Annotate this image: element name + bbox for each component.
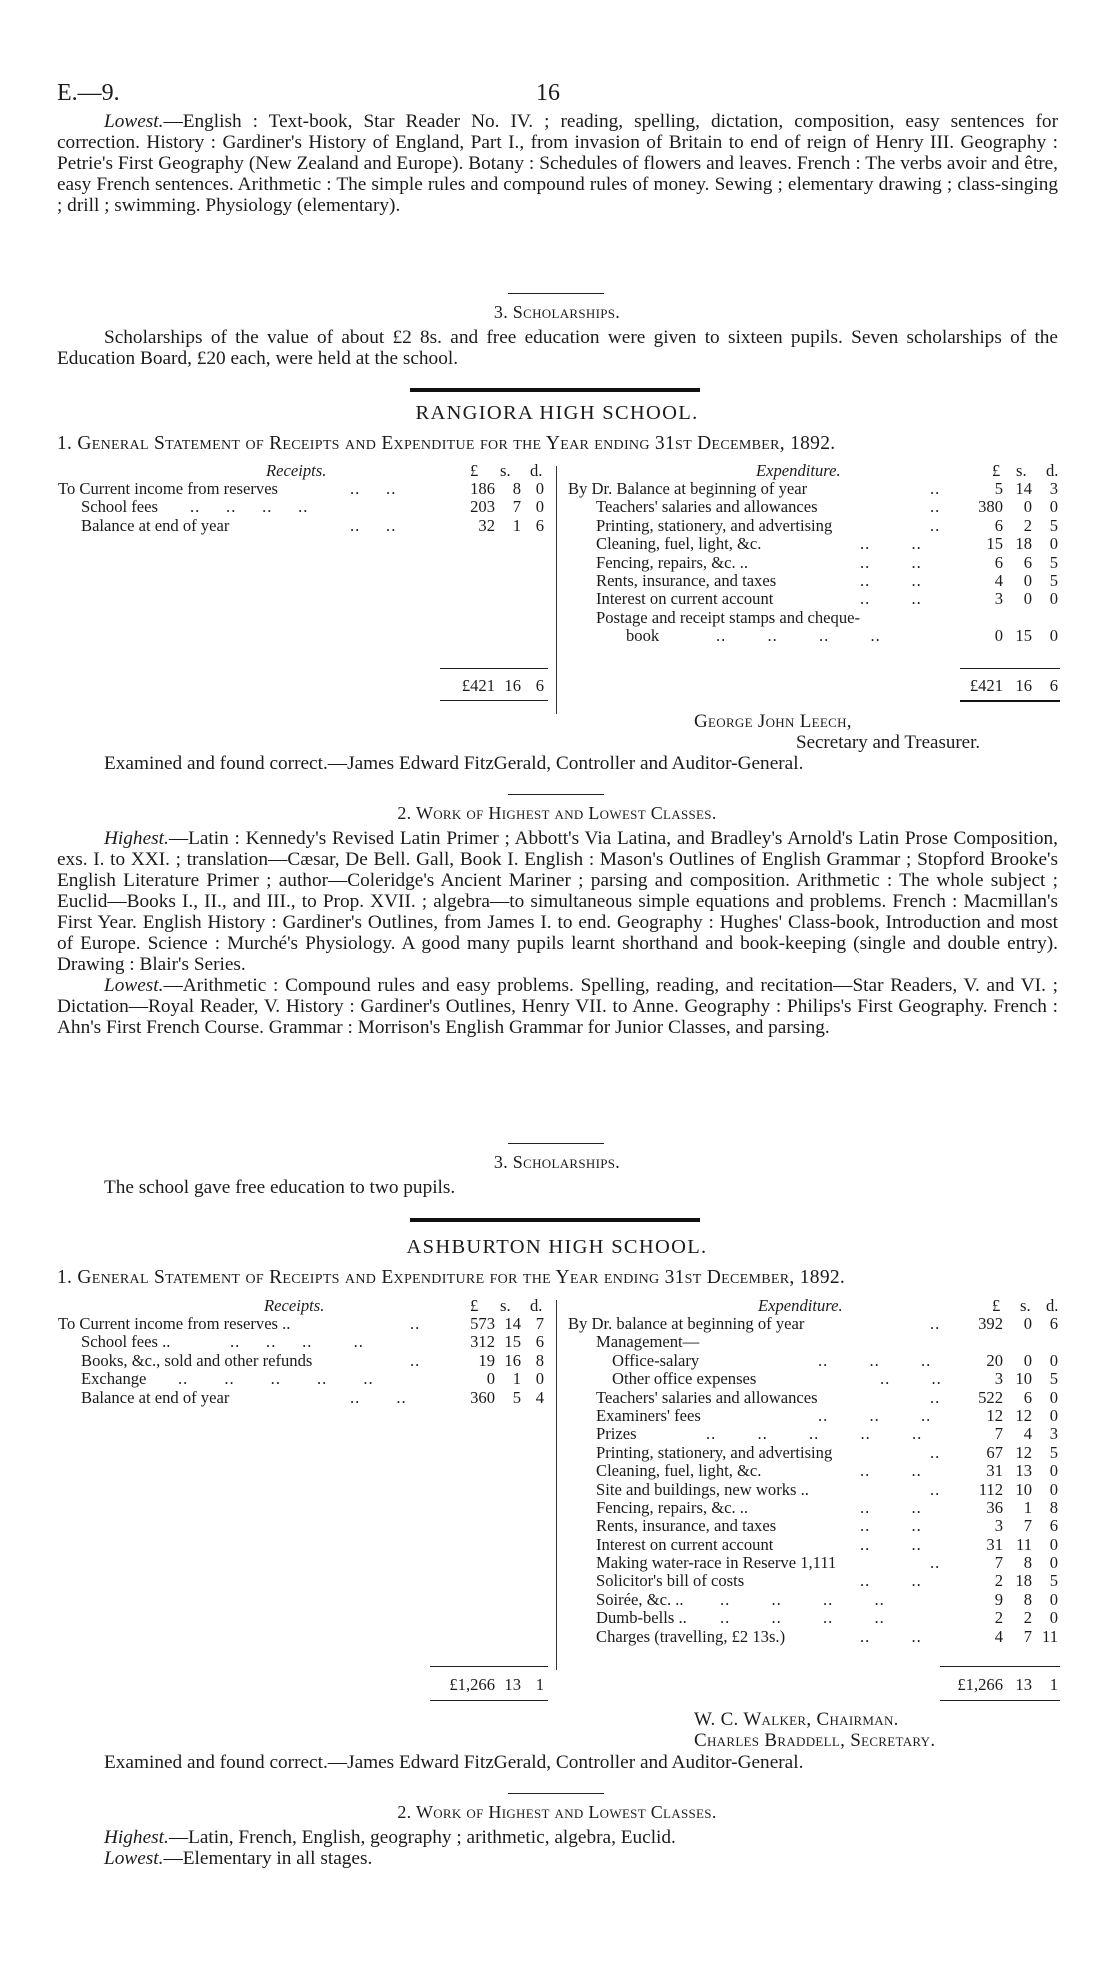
expenditure-pence: 0 [1049, 1387, 1058, 1407]
expenditure-label: Postage and receipt stamps and cheque- [596, 607, 861, 627]
expenditure-pence: 3 [1049, 1424, 1058, 1444]
receipt-label: To Current income from reserves .. [58, 1314, 291, 1333]
expenditure-pounds: 522 [978, 1387, 1003, 1407]
expenditure-pence: 6 [1049, 1516, 1058, 1536]
receipt-shillings: 1 [512, 515, 521, 535]
scholarships-paragraph [57, 327, 1058, 369]
rangiora-receipts-heading: Receipts. [266, 461, 327, 480]
lowest-label: Lowest. [104, 111, 164, 132]
expenditure-pounds: 2 [994, 1608, 1003, 1628]
expenditure-pence: 0 [1049, 1479, 1058, 1499]
receipt-row: Books, &c., sold and other refunds .. 19 16 8 [81, 1350, 544, 1370]
expenditure-pence: 0 [1049, 1589, 1058, 1609]
expenditure-pence: 0 [1049, 497, 1058, 517]
short-divider [508, 794, 604, 795]
expenditure-label: Site and buildings, new works .. [596, 1479, 809, 1499]
rangiora-exp-total-underline [960, 700, 1060, 702]
expenditure-pounds: 0 [994, 626, 1003, 646]
expenditure-pence: 0 [1049, 1461, 1058, 1481]
expenditure-pounds: 6 [994, 515, 1003, 535]
expenditure-label: Rents, insurance, and taxes [596, 570, 777, 590]
receipt-pounds: 203 [470, 497, 495, 517]
expenditure-pence: 5 [1049, 1369, 1058, 1389]
expenditure-row: book .. .. .. .. 0 15 0 [626, 626, 1058, 646]
rangiora-receipts-col-pounds: £ [470, 461, 479, 480]
expenditure-row: Rents, insurance, and taxes .. .. 3 7 6 [596, 1516, 1058, 1536]
expenditure-pence: 8 [1049, 1497, 1058, 1517]
ashburton-expenditure-list [0, 1315, 1114, 1646]
rangiora-exp-col-shillings: s. [1016, 461, 1027, 480]
total-pence: 6 [535, 676, 544, 695]
expenditure-row: Making water-race in Reserve 1,111 .. 7 8 0 [596, 1553, 1058, 1573]
ashburton-exp-col-pence: d. [1046, 1296, 1059, 1315]
expenditure-pounds: 392 [978, 1314, 1003, 1333]
expenditure-row: Charges (travelling, £2 13s.) .. .. 4 7 11 [596, 1626, 1058, 1646]
expenditure-pounds: 380 [978, 497, 1003, 517]
rangiora-signature-title: Secretary and Treasurer. [796, 732, 981, 753]
ashburton-receipts-total-underline [430, 1700, 548, 1701]
receipt-pounds: 32 [478, 515, 495, 535]
expenditure-shillings: 7 [1023, 1626, 1032, 1646]
receipt-row: To Current income from reserves .. .. 573 14 7 [58, 1314, 544, 1333]
ashburton-examined: Examined and found correct.—James Edward FitzGerald, Controller and Auditor-General. [104, 1752, 804, 1773]
expenditure-shillings: 0 [1023, 1314, 1032, 1333]
receipt-pounds: 0 [486, 1369, 495, 1389]
ashburton-work-paragraphs [57, 1827, 1058, 1869]
expenditure-label: Fencing, repairs, &c. .. [596, 552, 749, 572]
total-pence: 6 [1049, 676, 1058, 695]
expenditure-pence: 0 [1049, 626, 1058, 646]
expenditure-pence: 5 [1049, 1571, 1058, 1591]
ashburton-statement-heading: 1. General Statement of Receipts and Expenditure for the Year ending 31st December, 1892. [57, 1267, 846, 1288]
receipt-pence: 7 [535, 1314, 544, 1333]
receipt-label: Balance at end of year [81, 1387, 230, 1407]
section-divider [410, 388, 700, 392]
expenditure-row: Printing, stationery, and advertising .. 67 12 5 [596, 1442, 1058, 1462]
expenditure-label: Interest on current account [596, 589, 774, 609]
receipt-pounds: 312 [470, 1332, 495, 1352]
expenditure-label: Other office expenses [612, 1369, 757, 1389]
expenditure-row: By Dr. balance at beginning of year .. 392 0 6 [568, 1314, 1058, 1333]
expenditure-pounds: 4 [994, 570, 1003, 590]
expenditure-pence: 11 [1042, 1626, 1058, 1646]
expenditure-pence: 5 [1049, 570, 1058, 590]
ashburton-receipts-col-pence: d. [530, 1296, 543, 1315]
expenditure-pence: 5 [1049, 515, 1058, 535]
rangiora-receipts-total-rule [440, 668, 548, 669]
total-pounds: £421 [969, 676, 1003, 695]
expenditure-pounds: 7 [994, 1553, 1003, 1573]
short-divider [508, 293, 604, 294]
rangiora-receipts-total-underline [440, 700, 548, 701]
ashburton-signature-chairman: W. C. Walker, Chairman. [694, 1709, 899, 1730]
receipt-row: Balance at end of year .. .. 32 1 6 [81, 515, 544, 535]
expenditure-label: Prizes [596, 1424, 637, 1444]
expenditure-pence: 0 [1049, 1534, 1058, 1554]
total-pence: 1 [1049, 1675, 1058, 1694]
expenditure-shillings: 6 [1023, 1387, 1032, 1407]
page-number: 16 [536, 80, 560, 106]
highest-text: —Latin, French, English, geography ; arithmetic, algebra, Euclid. [168, 1827, 676, 1848]
total-pounds: £421 [461, 676, 495, 695]
expenditure-row: Fencing, repairs, &c. .. .. .. 6 6 5 [596, 552, 1058, 572]
expenditure-pence: 0 [1049, 589, 1058, 609]
expenditure-shillings: 6 [1023, 552, 1032, 572]
rangiora-scholarships-heading: 3. Scholarships. [493, 1152, 621, 1172]
lowest-text: —Arithmetic : Compound rules and easy problems. Spelling, reading, and recitation—Star Readers, V. and VI. ; Dictation—Royal Reader, V. History : Gardiner's Outlines, Henry VII. to Anne. Geography : Philips's First Geography. French : Ahn's First French Course. Grammar : Morrison's English Grammar for Junior Classes, and parsing. [57, 975, 1058, 1038]
ashburton-receipts-total-rule [430, 1666, 548, 1667]
receipt-row: To Current income from reserves .. .. 186 8 0 [58, 479, 544, 498]
expenditure-row: Teachers' salaries and allowances .. 380 0 0 [596, 497, 1058, 517]
expenditure-label: Management— [596, 1332, 700, 1352]
expenditure-pence: 5 [1049, 552, 1058, 572]
receipt-pounds: 360 [470, 1387, 495, 1407]
short-divider [508, 1143, 604, 1144]
expenditure-pounds: 6 [994, 552, 1003, 572]
expenditure-shillings: 12 [1015, 1442, 1032, 1462]
expenditure-row: Solicitor's bill of costs .. .. 2 18 5 [596, 1571, 1058, 1591]
scholarships-text: The school gave free education to two pupils. [104, 1177, 456, 1198]
expenditure-label: book [626, 626, 660, 646]
expenditure-pence: 5 [1049, 1442, 1058, 1462]
ashburton-receipts-col-pounds: £ [470, 1296, 479, 1315]
rangiora-examined: Examined and found correct.—James Edward FitzGerald, Controller and Auditor-General. [104, 753, 804, 774]
expenditure-label: By Dr. balance at beginning of year [568, 1314, 805, 1333]
receipt-pence: 8 [535, 1350, 544, 1370]
ashburton-exp-total-rule [940, 1666, 1060, 1667]
expenditure-pounds: 2 [994, 1571, 1003, 1591]
expenditure-label: Interest on current account [596, 1534, 774, 1554]
highest-label: Highest. [104, 1827, 169, 1848]
expenditure-pounds: 112 [978, 1479, 1003, 1499]
receipt-pounds: 186 [470, 479, 495, 498]
expenditure-pence: 6 [1049, 1314, 1058, 1333]
receipt-shillings: 15 [504, 1332, 521, 1352]
ashburton-expenditure-heading: Expenditure. [758, 1296, 843, 1315]
expenditure-shillings: 7 [1023, 1516, 1032, 1536]
expenditure-row: Dumb-bells .. .. .. .. .. 2 2 0 [596, 1608, 1058, 1628]
receipt-row: School fees .. .. .. .. .. 312 15 6 [81, 1332, 544, 1352]
expenditure-pence: 0 [1049, 1553, 1058, 1573]
expenditure-row: Fencing, repairs, &c. .. .. .. 36 1 8 [596, 1497, 1058, 1517]
total-pounds: £1,266 [449, 1675, 495, 1694]
expenditure-row: Site and buildings, new works .. .. 112 10 0 [596, 1479, 1058, 1499]
receipt-pounds: 19 [478, 1350, 495, 1370]
expenditure-label: Soirée, &c. .. [596, 1589, 684, 1609]
expenditure-row: Prizes .. .. .. .. .. 7 4 3 [596, 1424, 1058, 1444]
expenditure-pence: 3 [1049, 479, 1058, 498]
document-reference: E.—9. [57, 80, 120, 106]
expenditure-row: Office-salary .. .. .. 20 0 0 [612, 1350, 1058, 1370]
receipt-shillings: 16 [504, 1350, 521, 1370]
ashburton-expenditure-total [0, 1676, 1114, 1695]
expenditure-label: Office-salary [612, 1350, 700, 1370]
scholarships-heading: 3. Scholarships. [493, 302, 621, 322]
total-pounds: £1,266 [957, 1675, 1003, 1694]
rangiora-signature-name: George John Leech, [694, 711, 852, 732]
expenditure-row: Rents, insurance, and taxes .. .. 4 0 5 [596, 570, 1058, 590]
receipt-row: School fees .. .. .. .. 203 7 0 [81, 497, 544, 517]
scholarships-text: Scholarships of the value of about £2 8s. and free education were given to sixteen pupils. Seven scholarships of the Education Board, £20 each, were held at the school. [57, 327, 1058, 369]
receipt-pence: 4 [535, 1387, 544, 1407]
receipt-shillings: 5 [512, 1387, 521, 1407]
receipt-shillings: 7 [512, 497, 521, 517]
ashburton-exp-total-underline [940, 1700, 1060, 1701]
rangiora-expenditure-heading: Expenditure. [756, 461, 841, 480]
receipt-label: School fees [81, 497, 158, 517]
expenditure-shillings: 11 [1016, 1534, 1032, 1554]
expenditure-shillings: 12 [1015, 1405, 1032, 1425]
total-shillings: 13 [504, 1675, 521, 1694]
rangiora-expenditure-list [0, 480, 1114, 646]
receipt-shillings: 14 [504, 1314, 521, 1333]
expenditure-pounds: 5 [994, 479, 1003, 498]
receipt-pence: 6 [535, 1332, 544, 1352]
expenditure-row: Examiners' fees .. .. .. 12 12 0 [596, 1405, 1058, 1425]
expenditure-shillings: 4 [1023, 1424, 1032, 1444]
expenditure-row: Teachers' salaries and allowances .. 522 6 0 [596, 1387, 1058, 1407]
receipt-row: Exchange .. .. .. .. .. 0 1 0 [81, 1369, 544, 1389]
lowest-label: Lowest. [104, 1848, 164, 1869]
expenditure-label: Fencing, repairs, &c. .. [596, 1497, 749, 1517]
receipt-pence: 0 [535, 497, 544, 517]
expenditure-shillings: 2 [1023, 515, 1032, 535]
expenditure-pounds: 9 [994, 1589, 1003, 1609]
receipt-pence: 6 [535, 515, 544, 535]
expenditure-label: Cleaning, fuel, light, &c. [596, 534, 762, 554]
total-shillings: 16 [504, 676, 521, 695]
rangiora-expenditure-total [0, 677, 1114, 696]
expenditure-label: Printing, stationery, and advertising [596, 1442, 833, 1462]
expenditure-label: Dumb-bells .. [596, 1608, 687, 1628]
expenditure-label: Making water-race in Reserve 1,111 [596, 1553, 837, 1573]
rangiora-work-heading: 2. Work of Highest and Lowest Classes. [397, 803, 717, 823]
receipt-shillings: 8 [512, 479, 521, 498]
ashburton-work-heading: 2. Work of Highest and Lowest Classes. [397, 1802, 717, 1822]
expenditure-label: Rents, insurance, and taxes [596, 1516, 777, 1536]
total-shillings: 16 [1015, 676, 1032, 695]
ashburton-signature-secretary: Charles Braddell, Secretary. [694, 1730, 936, 1751]
receipt-label: Exchange [81, 1369, 147, 1389]
rangiora-scholarships-paragraph [57, 1177, 1058, 1198]
receipt-label: To Current income from reserves [58, 479, 279, 498]
expenditure-label: Solicitor's bill of costs [596, 1571, 745, 1591]
rangiora-exp-col-pounds: £ [992, 461, 1001, 480]
expenditure-pounds: 15 [986, 534, 1003, 554]
expenditure-pounds: 67 [986, 1442, 1003, 1462]
highest-label: Highest. [104, 828, 169, 849]
expenditure-shillings: 0 [1023, 570, 1032, 590]
receipt-label: Books, &c., sold and other refunds [81, 1350, 313, 1370]
rangiora-receipts-col-shillings: s. [500, 461, 511, 480]
ashburton-exp-col-shillings: s. [1020, 1296, 1031, 1315]
expenditure-label: Printing, stationery, and advertising [596, 515, 833, 535]
expenditure-shillings: 2 [1023, 1608, 1032, 1628]
expenditure-row: Other office expenses .. .. 3 10 5 [612, 1369, 1058, 1389]
rangiora-statement-heading: 1. General Statement of Receipts and Expenditue for the Year ending 31st December, 1892. [57, 433, 836, 454]
expenditure-shillings: 18 [1015, 534, 1032, 554]
ashburton-title: ASHBURTON HIGH SCHOOL. [406, 1236, 708, 1258]
expenditure-pounds: 3 [994, 1516, 1003, 1536]
expenditure-shillings: 15 [1015, 626, 1032, 646]
expenditure-shillings: 8 [1023, 1553, 1032, 1573]
receipt-row: Balance at end of year .. .. 360 5 4 [81, 1387, 544, 1407]
expenditure-shillings: 1 [1023, 1497, 1032, 1517]
expenditure-pounds: 31 [986, 1461, 1003, 1481]
expenditure-row: Interest on current account .. .. 3 0 0 [596, 589, 1058, 609]
expenditure-shillings: 0 [1023, 1350, 1032, 1370]
rangiora-exp-col-pence: d. [1046, 461, 1059, 480]
receipt-shillings: 1 [512, 1369, 521, 1389]
rangiora-receipts-col-pence: d. [530, 461, 543, 480]
rangiora-title: RANGIORA HIGH SCHOOL. [415, 402, 699, 424]
expenditure-label: Charges (travelling, £2 13s.) [596, 1626, 786, 1646]
expenditure-shillings: 0 [1023, 497, 1032, 517]
rangiora-exp-total-rule [960, 668, 1060, 669]
expenditure-shillings: 10 [1015, 1369, 1032, 1389]
total-pence: 1 [535, 1675, 544, 1694]
ashburton-receipts-col-shillings: s. [500, 1296, 511, 1315]
expenditure-pounds: 12 [986, 1405, 1003, 1425]
expenditure-pence: 0 [1049, 534, 1058, 554]
expenditure-row: By Dr. Balance at beginning of year .. 5 14 3 [568, 479, 1058, 498]
lowest-text: —English : Text-book, Star Reader No. IV. ; reading, spelling, dictation, composition, easy sentences for correction. History : Gardiner's History of England, Part I., from invasion of Britain to end of reign of Henry III. Geography : Petrie's First Geography (New Zealand and Europe). Botany : Schedules of flowers and leaves. French : The verbs avoir and être, easy French sentences. Arithmetic : The simple rules and compound rules of money. Sewing ; elementary drawing ; class-singing ; drill ; swimming. Physiology (elementary). [57, 111, 1058, 216]
rangiora-work-paragraphs [57, 828, 1058, 1038]
receipt-label: Balance at end of year [81, 515, 230, 535]
lowest-text: —Elementary in all stages. [163, 1848, 373, 1869]
expenditure-row [0, 609, 1114, 627]
expenditure-row: Cleaning, fuel, light, &c. .. .. 15 18 0 [596, 534, 1058, 554]
expenditure-pounds: 3 [994, 589, 1003, 609]
expenditure-shillings: 18 [1015, 1571, 1032, 1591]
expenditure-pounds: 31 [986, 1534, 1003, 1554]
expenditure-shillings: 0 [1023, 589, 1032, 609]
expenditure-pounds: 36 [986, 1497, 1003, 1517]
receipt-pence: 0 [535, 1369, 544, 1389]
expenditure-pounds: 4 [994, 1626, 1003, 1646]
expenditure-pence: 0 [1049, 1350, 1058, 1370]
expenditure-label: Teachers' salaries and allowances [596, 497, 818, 517]
highest-text: —Latin : Kennedy's Revised Latin Primer ; Abbott's Via Latina, and Bradley's Arnold's Latin Prose Composition, exs. I. to XXI. ; translation—Cæsar, De Bell. Gall, Book I. English : Mason's Outlines of English Grammar ; Stopford Brooke's English Literature Primer ; author—Coleridge's Ancient Mariner ; parsing and composition. Arithmetic : The whole subject ; Euclid—Books I., II., and III., to Prop. XVII. ; algebra—to simultaneous simple equations and problems. French : Macmillan's First Year. English History : Gardiner's Outlines, from James I. to end. Geography : Hughes' Class-book, Introduction and most of Europe. Science : Murché's Physiology. A good many pupils learnt shorthand and book-keeping (single and double entry). Drawing : Blair's Series. [57, 828, 1058, 975]
expenditure-pounds: 7 [994, 1424, 1003, 1444]
receipt-pence: 0 [535, 479, 544, 498]
expenditure-shillings: 13 [1015, 1461, 1032, 1481]
total-shillings: 13 [1015, 1675, 1032, 1694]
expenditure-row: Soirée, &c. .. .. .. .. .. 9 8 0 [596, 1589, 1058, 1609]
section-divider [410, 1218, 700, 1222]
expenditure-pounds: 20 [986, 1350, 1003, 1370]
expenditure-row: Cleaning, fuel, light, &c. .. .. 31 13 0 [596, 1461, 1058, 1481]
expenditure-pence: 0 [1049, 1405, 1058, 1425]
expenditure-row: Interest on current account .. .. 31 11 0 [596, 1534, 1058, 1554]
previous-lowest-paragraph [57, 111, 1058, 216]
expenditure-shillings: 10 [1015, 1479, 1032, 1499]
ashburton-exp-col-pounds: £ [992, 1296, 1001, 1315]
expenditure-shillings: 14 [1015, 479, 1032, 498]
expenditure-pounds: 3 [994, 1369, 1003, 1389]
ashburton-receipts-heading: Receipts. [264, 1296, 325, 1315]
expenditure-label: By Dr. Balance at beginning of year [568, 479, 808, 498]
short-divider [508, 1793, 604, 1794]
expenditure-shillings: 8 [1023, 1589, 1032, 1609]
expenditure-pence: 0 [1049, 1608, 1058, 1628]
expenditure-label: Teachers' salaries and allowances [596, 1387, 818, 1407]
receipt-pounds: 573 [470, 1314, 495, 1333]
expenditure-row: Printing, stationery, and advertising .. 6 2 5 [596, 515, 1058, 535]
expenditure-row [0, 1333, 1114, 1351]
expenditure-label: Cleaning, fuel, light, &c. [596, 1461, 762, 1481]
expenditure-label: Examiners' fees [596, 1405, 701, 1425]
lowest-label: Lowest. [104, 975, 164, 996]
receipt-label: School fees .. [81, 1332, 171, 1352]
